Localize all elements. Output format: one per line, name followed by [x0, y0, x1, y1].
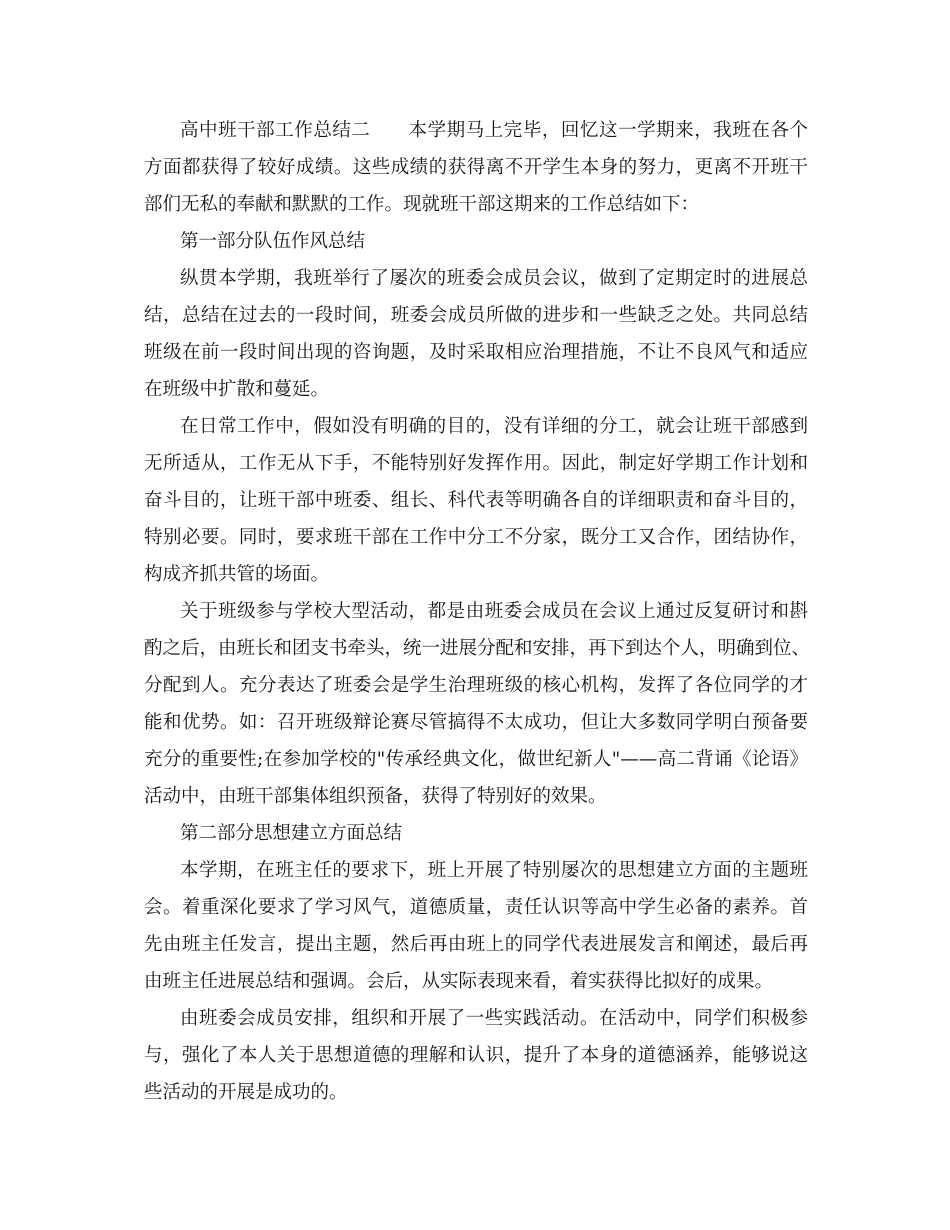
- document-text-line: 在日常工作中，假如没有明确的目的，没有详细的分工，就会让班干部感到: [180, 416, 808, 437]
- document-text-line: 些活动的开展是成功的。: [144, 1082, 348, 1103]
- document-text-line: 方面都获得了较好成绩。这些成绩的获得离不开学生本身的努力，更离不开班干: [144, 157, 808, 178]
- document-text-line: 由班主任进展总结和强调。会后，从实际表现来看，着实获得比拟好的成果。: [144, 971, 774, 992]
- document-text-line: 会。着重深化要求了学习风气，道德质量，责任认识等高中学生必备的素养。首: [144, 897, 808, 918]
- document-text-line: 高中班干部工作总结二 本学期马上完毕，回忆这一学期来，我班在各个: [180, 120, 808, 141]
- document-text-line: 关于班级参与学校大型活动，都是由班委会成员在会议上通过反复研讨和斟: [180, 601, 808, 622]
- document-text-line: 先由班主任发言，提出主题，然后再由班上的同学代表进展发言和阐述，最后再: [144, 934, 808, 955]
- document-page: [144, 112, 811, 1111]
- document-text-line: 第一部分队伍作风总结: [180, 231, 366, 252]
- document-text-line: 纵贯本学期，我班举行了屡次的班委会成员会议，做到了定期定时的进展总: [180, 268, 808, 289]
- document-text-line: 能和优势。如：召开班级辩论赛尽管搞得不太成功，但让大多数同学明白预备要: [144, 712, 808, 733]
- document-body: [144, 112, 811, 1111]
- document-text-line: 活动中，由班干部集体组织预备，获得了特别好的效果。: [144, 786, 607, 807]
- document-text-line: 本学期，在班主任的要求下，班上开展了特别屡次的思想建立方面的主题班: [180, 860, 808, 881]
- document-text-line: 结，总结在过去的一段时间，班委会成员所做的进步和一些缺乏之处。共同总结: [144, 305, 808, 326]
- document-text-line: 充分的重要性;在参加学校的"传承经典文化，做世纪新人"——高二背诵《论语》: [144, 749, 808, 770]
- document-text-line: 第二部分思想建立方面总结: [180, 823, 403, 844]
- document-text-line: 酌之后，由班长和团支书牵头，统一进展分配和安排，再下到达个人，明确到位、: [144, 638, 811, 659]
- document-text-line: 由班委会成员安排，组织和开展了一些实践活动。在活动中，同学们积极参: [180, 1008, 808, 1029]
- document-text-line: 班级在前一段时间出现的咨询题，及时采取相应治理措施，不让不良风气和适应: [144, 342, 808, 363]
- document-text-line: 特别必要。同时，要求班干部在工作中分工不分家，既分工又合作，团结协作，: [144, 527, 808, 548]
- document-text-line: 分配到人。充分表达了班委会是学生治理班级的核心机构，发挥了各位同学的才: [144, 675, 808, 696]
- document-text-line: 部们无私的奉献和默默的工作。现就班干部这期来的工作总结如下：: [144, 194, 700, 215]
- document-text-line: 构成齐抓共管的场面。: [144, 564, 330, 585]
- document-text-line: 无所适从，工作无从下手，不能特别好发挥作用。因此，制定好学期工作计划和: [144, 453, 808, 474]
- document-text-line: 与，强化了本人关于思想道德的理解和认识，提升了本身的道德涵养，能够说这: [144, 1045, 808, 1066]
- document-text-line: 在班级中扩散和蔓延。: [144, 379, 330, 400]
- document-text-line: 奋斗目的，让班干部中班委、组长、科代表等明确各自的详细职责和奋斗目的，: [144, 490, 808, 511]
